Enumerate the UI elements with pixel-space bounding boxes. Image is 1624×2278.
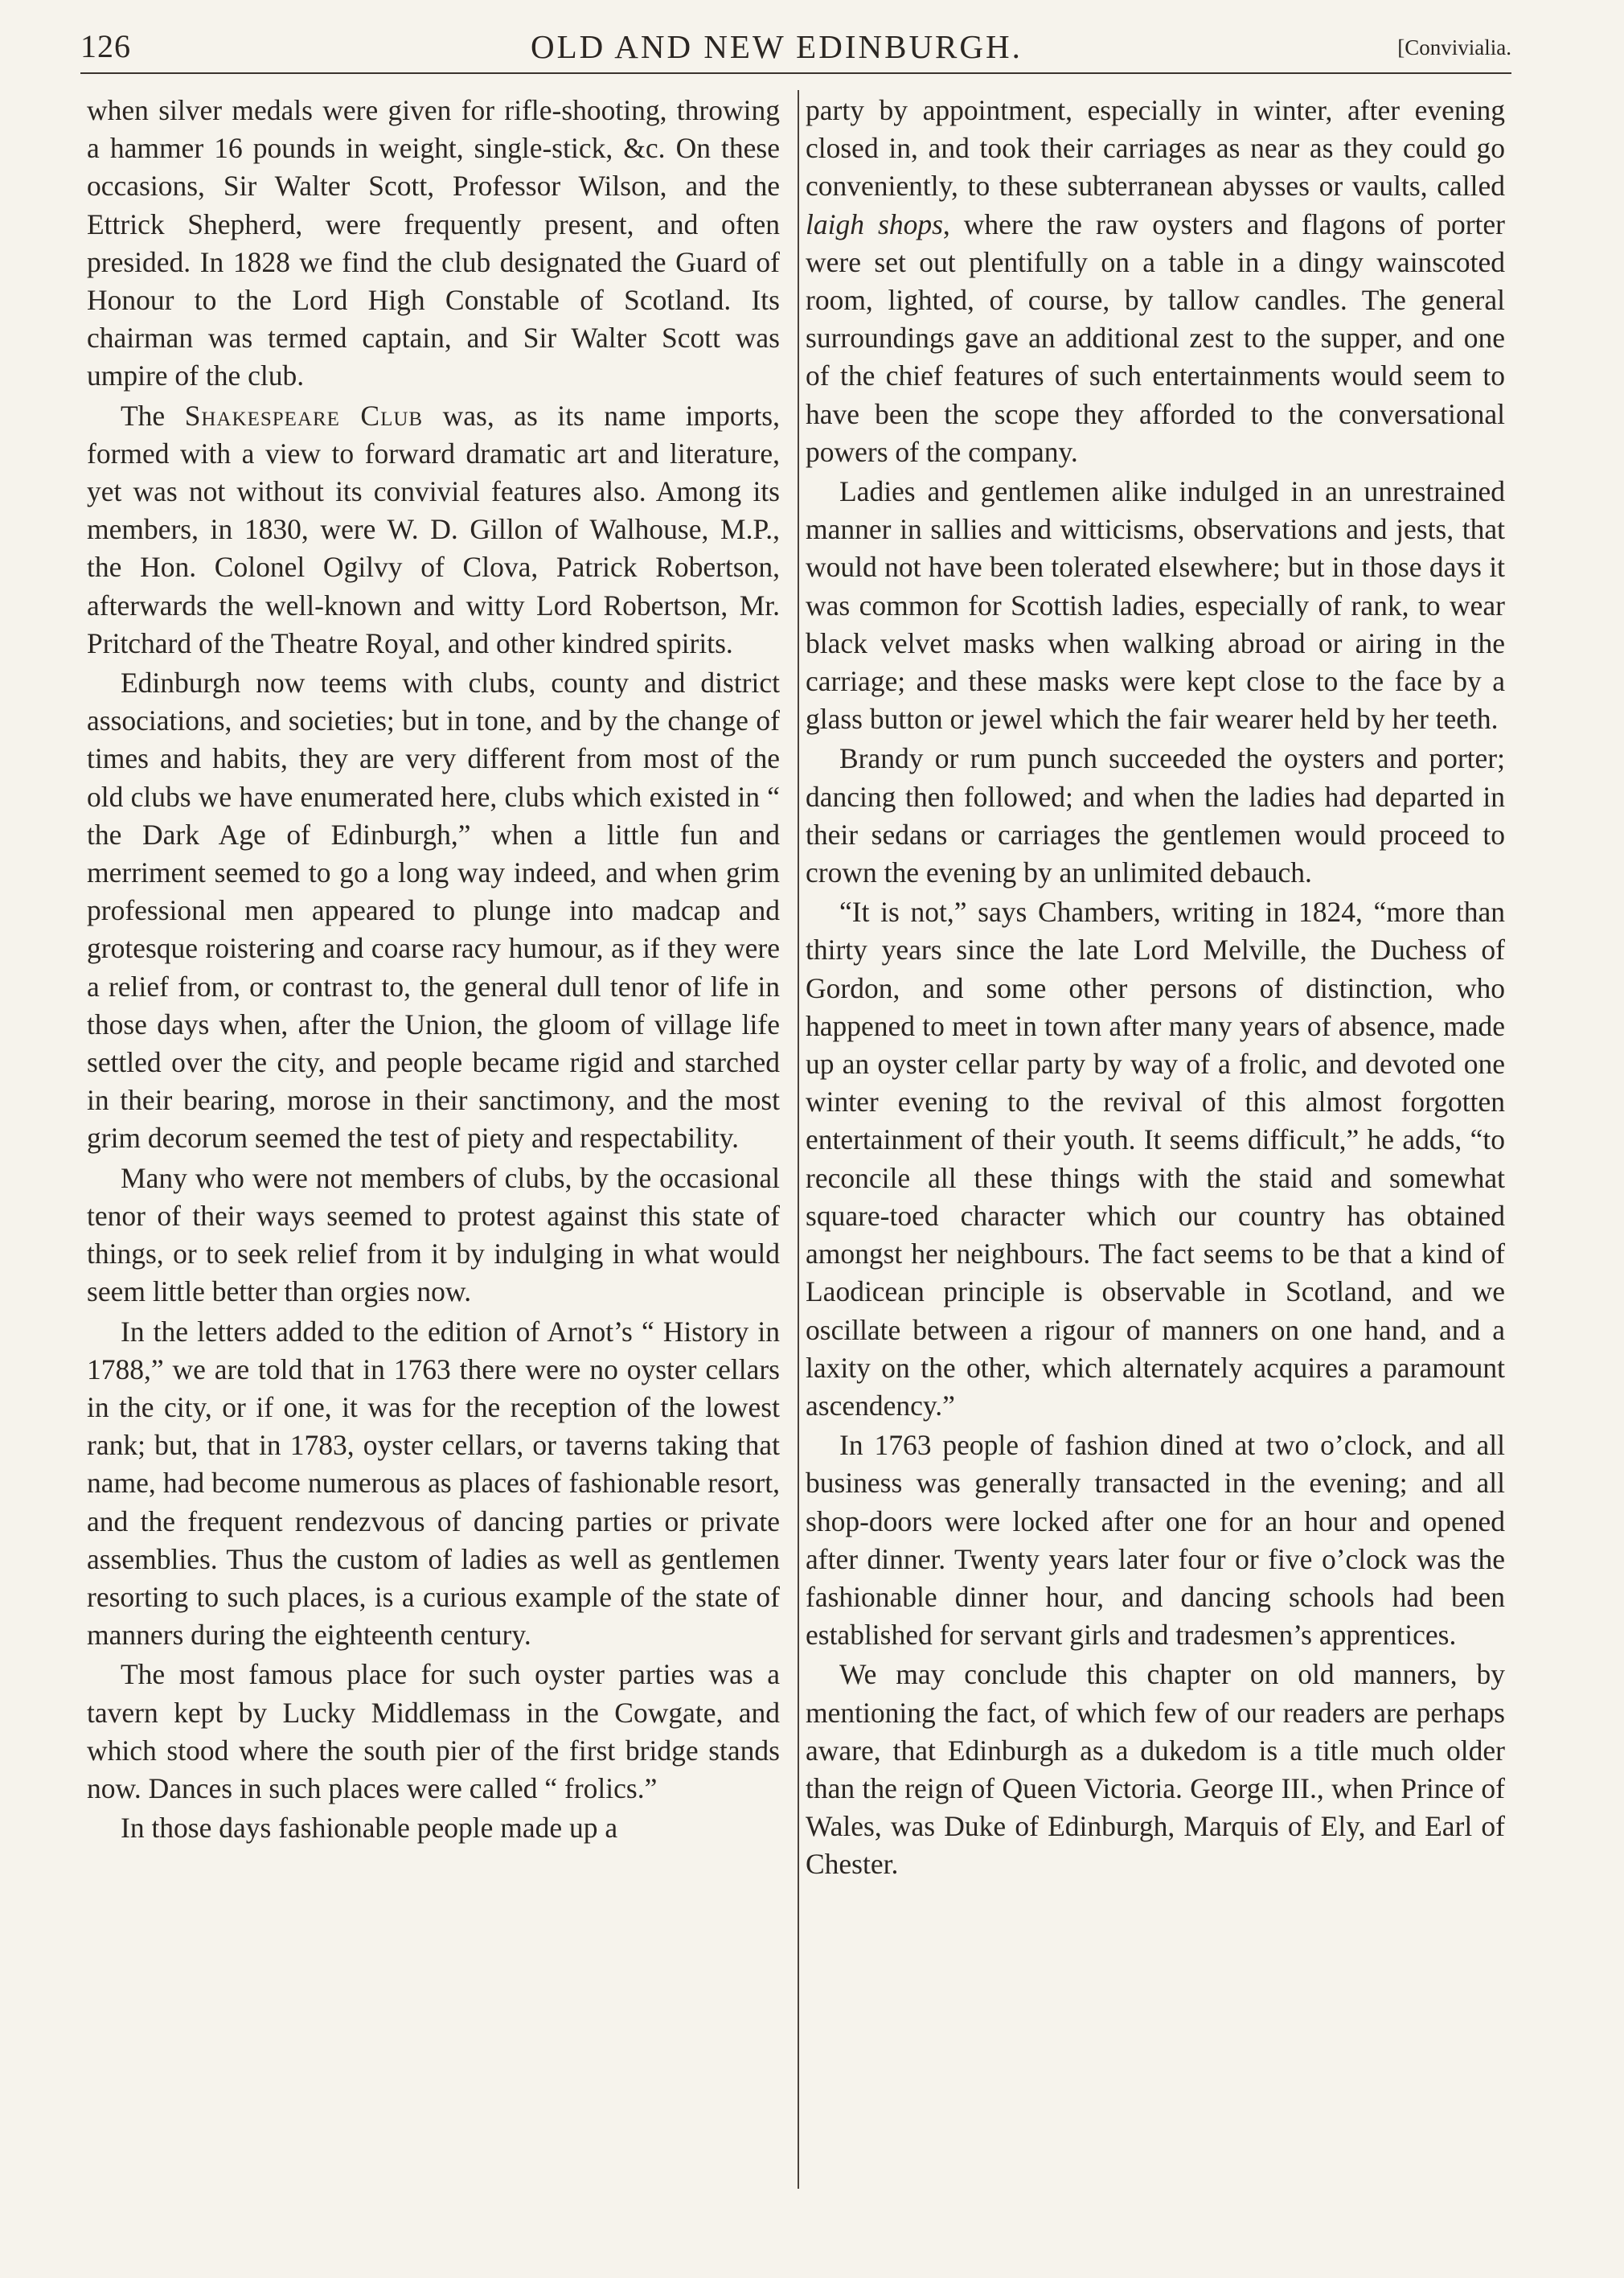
paragraph: We may conclude this chapter on old manners, by mentioning the fact, of which few of our readers are perhaps aware, that Edinburgh as a dukedom is a title much older than the reign of Queen Victoria. George III., when Prince of Wales, was Duke of Edinburgh, Marquis of Ely, and Earl of Chester.	[806, 1658, 1505, 1881]
page-header	[80, 27, 1511, 68]
text-run: The	[121, 399, 185, 432]
paragraph	[806, 92, 1505, 471]
paragraph: In the letters added to the edition of Arnot’s “ History in 1788,” we are told that in 1763 there were no oyster cellars in the city, or if one, it was for the reception of the lowest rank; but, that in 1783, oyster cellars, or taverns taking that name, had become numerous as places of fashionable resort, and the frequent rendezvous of dancing parties or private assemblies. Thus the custom of ladies as well as gentlemen resorting to such places, is a curious example of the state of manners during the eighteenth century.	[87, 1315, 780, 1652]
paragraph: In those days fashionable people made up a	[121, 1812, 618, 1845]
page-number: 126	[80, 28, 131, 64]
right-column	[806, 92, 1505, 1884]
text-run: was, as its name imports, formed with a view to forward dramatic art and literature, yet was not without its convivial features also. Among its members, in 1830, were W. D. Gillon of Walhouse, M.P., the Hon. Colonel Ogilvy of Clova, Patrick Robertson, afterwards the well-known and witty Lord Robertson, Mr. Pritchard of the Theatre Royal, and other kindred spirits.	[87, 399, 780, 659]
paragraph: The most famous place for such oyster parties was a tavern kept by Lucky Middlemass in the Cowgate, and which stood where the south pier of the first bridge stands now. Dances in such places were called “ frolics.”	[87, 1658, 780, 1804]
paragraph: In 1763 people of fashion dined at two o’clock, and all business was generally transacted in the evening; and all shop-doors were locked after one for an hour and opened after dinner. Twenty years later four or five o’clock was the fashionable dinner hour, and dancing schools had been established for servant girls and tradesmen’s apprentices.	[806, 1429, 1505, 1652]
text-run: party by appointment, especially in winter, after evening closed in, and took their carriages as near as they could go conveniently, to these subterranean abysses or vaults, called	[806, 94, 1505, 203]
paragraph: “It is not,” says Chambers, writing in 1824, “more than thirty years since the late Lord Melville, the Duchess of Gordon, and some other persons of distinction, who happened to meet in town after many years of absence, made up an oyster cellar party by way of a frolic, and devoted one winter evening to the revival of this almost forgotten entertainment of their youth. It seems difficult,” he adds, “to reconcile all these things with the staid and somewhat square-toed character which our country has obtained amongst her neighbours. The fact seems to be that a kind of Laodicean principle is observable in Scotland, and we oscillate between a rigour of manners on one hand, and a laxity on the other, which alternately acquires a paramount ascendency.”	[806, 896, 1505, 1422]
paragraph: Ladies and gentlemen alike indulged in an unrestrained manner in sallies and witticisms, observations and jests, that would not have been tolerated elsewhere; but in those days it was common for Scottish ladies, especially of rank, to wear black velvet masks when walking abroad or airing in the carriage; and these masks were kept close to the face by a glass button or jewel which the fair wearer held by her teeth.	[806, 475, 1505, 736]
paragraph: Edinburgh now teems with clubs, county and district associations, and societies; but in tone, and by the change of times and habits, they are very different from most of the old clubs we have enumerated here, clubs which existed in “ the Dark Age of Edinburgh,” when a little fun and merriment seemed to go a long way indeed, and when grim professional men appeared to plunge into madcap and grotesque roistering and coarse racy humour, as if they were a relief from, or contrast to, the general dull tenor of life in those days when, after the Union, the gloom of village life settled over the city, and people became rigid and starched in their bearing, morose in their sanctimony, and the most grim decorum seemed the test of piety and respectability.	[87, 667, 780, 1155]
text-run: , where the raw oysters and flagons of porter were set out plentifully on a table in a dingy wainscoted room, lighted, of course, by tallow candles. The general surroundings gave an additional zest to the supper, and one of the chief features of such entertainments would seem to have been the scope they afforded to the conversational powers of the company.	[806, 207, 1505, 468]
paragraph	[87, 397, 780, 663]
paragraph: Brandy or rum punch succeeded the oysters and porter; dancing then followed; and when the ladies had departed in their sedans or carriages the gentlemen would proceed to crown the evening by an unlimited debauch.	[806, 742, 1505, 889]
section-tag: [Convivialia.	[1397, 35, 1511, 60]
header-rule	[80, 72, 1511, 74]
italic-term: laigh shops	[806, 207, 943, 240]
paragraph: when silver medals were given for rifle-shooting, throwing a hammer 16 pounds in weight, single-stick, &c. On these occasions, Sir Walter Scott, Professor Wilson, and the Ettrick Shepherd, were frequently present, and often presided. In 1828 we find the club designated the Guard of Honour to the Lord High Constable of Scotland. Its chairman was termed captain, and Sir Walter Scott was umpire of the club.	[87, 94, 780, 392]
left-column	[87, 92, 780, 1847]
column-divider	[798, 90, 799, 2189]
club-name: Shakespeare Club	[184, 399, 424, 432]
paragraph: Many who were not members of clubs, by the occasional tenor of their ways seemed to protest against this state of things, or to seek relief from it by indulging in what would seem little better than orgies now.	[87, 1161, 780, 1308]
running-title: OLD AND NEW EDINBURGH.	[531, 28, 1023, 65]
